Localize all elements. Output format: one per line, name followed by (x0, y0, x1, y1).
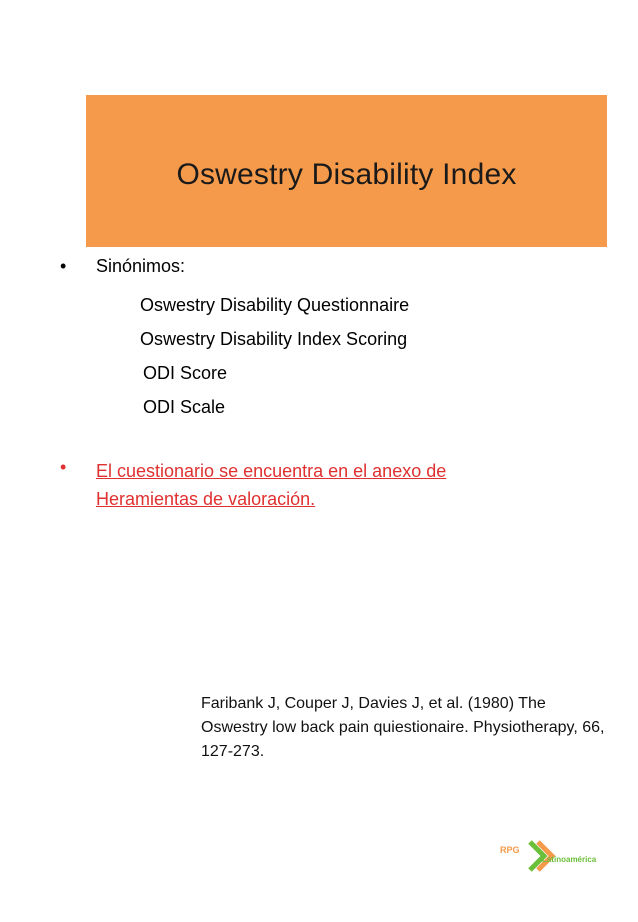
synonym-item: ODI Score (143, 363, 228, 383)
annex-note-link[interactable]: El cuestionario se encuentra en el anexo de Heramientas de valoración. (96, 461, 447, 509)
logo-rpg-text: RPG (500, 845, 520, 855)
synonym-item: Oswestry Disability Index Scoring (140, 329, 408, 349)
synonyms-label: Sinónimos: (96, 256, 186, 276)
synonym-item: ODI Scale (143, 397, 226, 417)
title-banner (86, 95, 607, 247)
page-title: Oswestry Disability Index (176, 158, 517, 191)
citation: Faribank J, Couper J, Davies J, et al. (1980) The Oswestry low back pain quiestionaire. Physiotherapy, 66, 127-273. (201, 695, 605, 760)
rpg-logo (500, 838, 610, 874)
synonym-item: Oswestry Disability Questionnaire (140, 295, 410, 315)
bullet-icon: • (60, 457, 67, 477)
bullet-icon: • (60, 256, 67, 276)
synonyms-list (140, 288, 409, 424)
logo-region-text: Latinoamérica (542, 855, 597, 864)
